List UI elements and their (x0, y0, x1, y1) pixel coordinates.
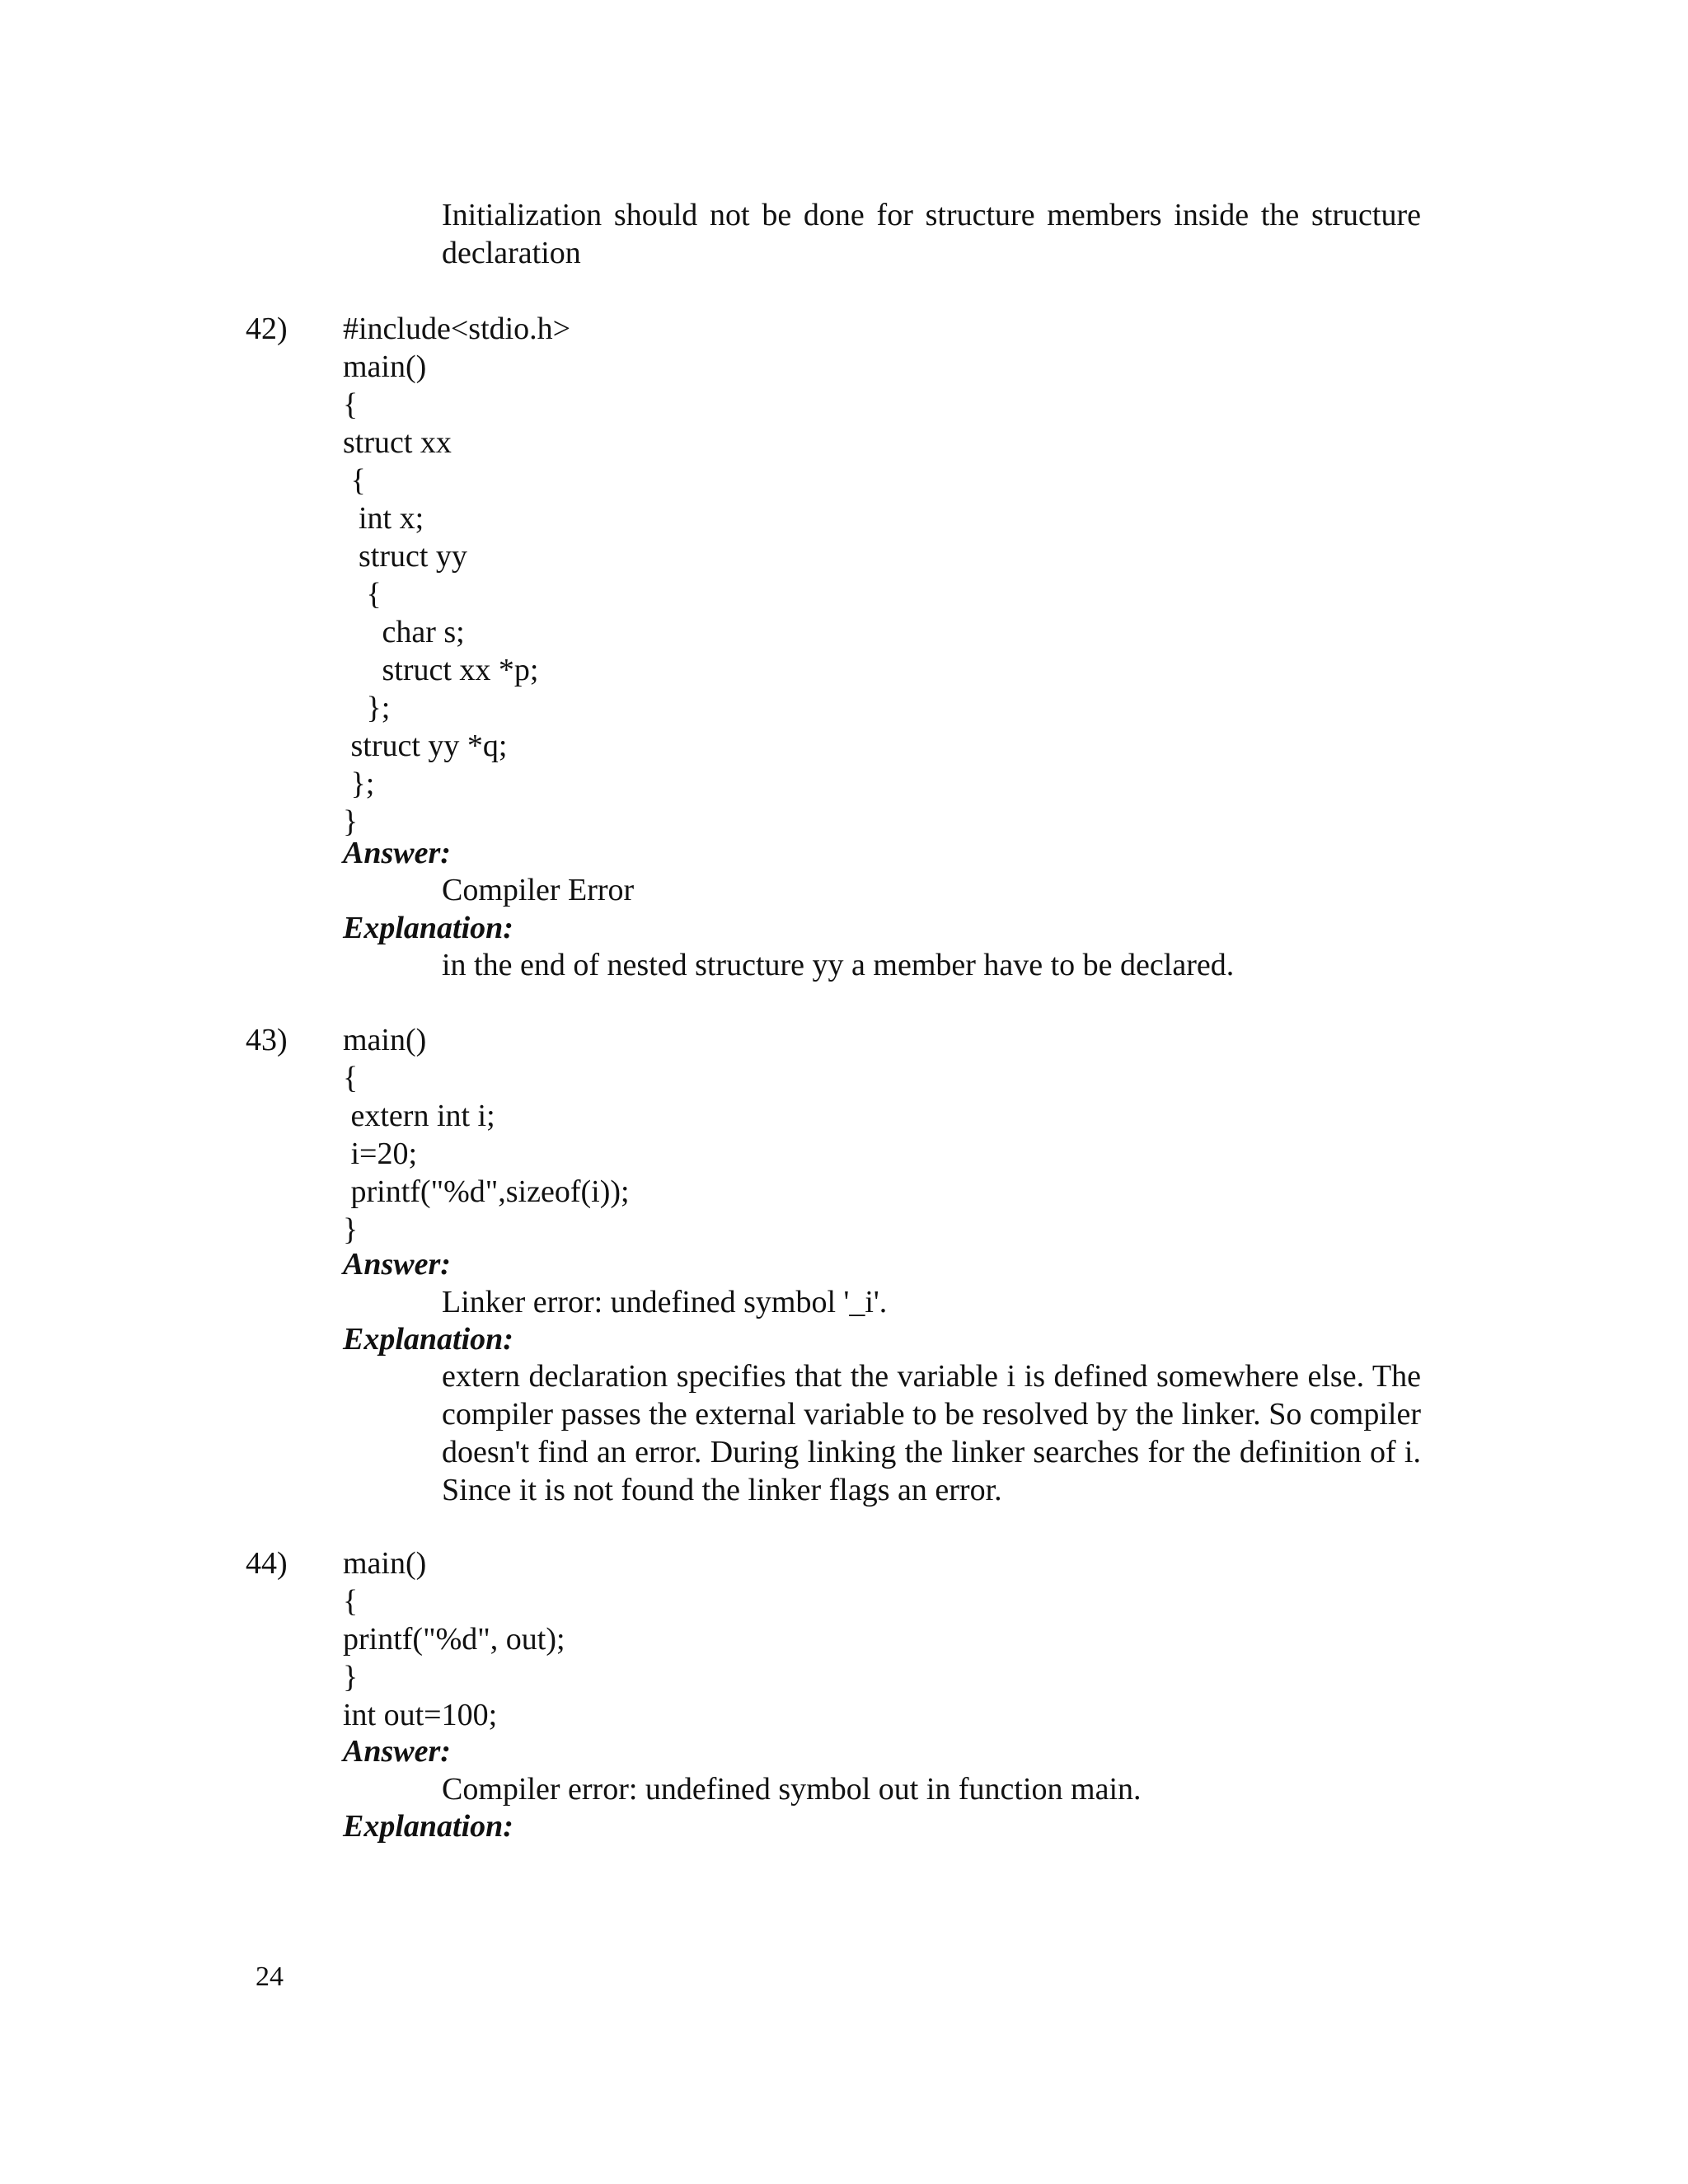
code-block: main() { extern int i; i=20; printf("%d",sizeof(i)); } (343, 1023, 630, 1247)
question-number: 42) (246, 312, 288, 346)
page-number: 24 (256, 1961, 284, 1992)
explanation-label: Explanation: (343, 911, 513, 945)
code-block: main() { printf("%d", out); } int out=100; (343, 1546, 565, 1732)
answer-label: Answer: (343, 1734, 451, 1769)
answer-label: Answer: (343, 1247, 451, 1282)
explanation-label: Explanation: (343, 1809, 513, 1844)
answer-text: Compiler error: undefined symbol out in function main. (442, 1772, 1142, 1807)
question-number: 44) (246, 1546, 288, 1581)
question-number: 43) (246, 1023, 288, 1057)
answer-text: Compiler Error (442, 873, 635, 907)
answer-label: Answer: (343, 836, 451, 870)
intro-explanation-text: Initialization should not be done for structure members inside the structure declaration (442, 198, 1421, 270)
explanation-text: in the end of nested structure yy a member have to be declared. (442, 948, 1235, 982)
answer-text: Linker error: undefined symbol '_i'. (442, 1285, 888, 1319)
explanation-text: extern declaration specifies that the variable i is defined somewhere else. The compiler passes the external variable to be resolved by the linker. So compiler doesn't find an error. During linking the linker searches for the definition of i. Since it is not found the linker flags an error. (442, 1359, 1421, 1507)
explanation-label: Explanation: (343, 1322, 513, 1357)
code-block: #include<stdio.h> main() { struct xx { int x; struct yy { char s; struct xx *p; }; struct yy *q; }; } (343, 312, 571, 839)
